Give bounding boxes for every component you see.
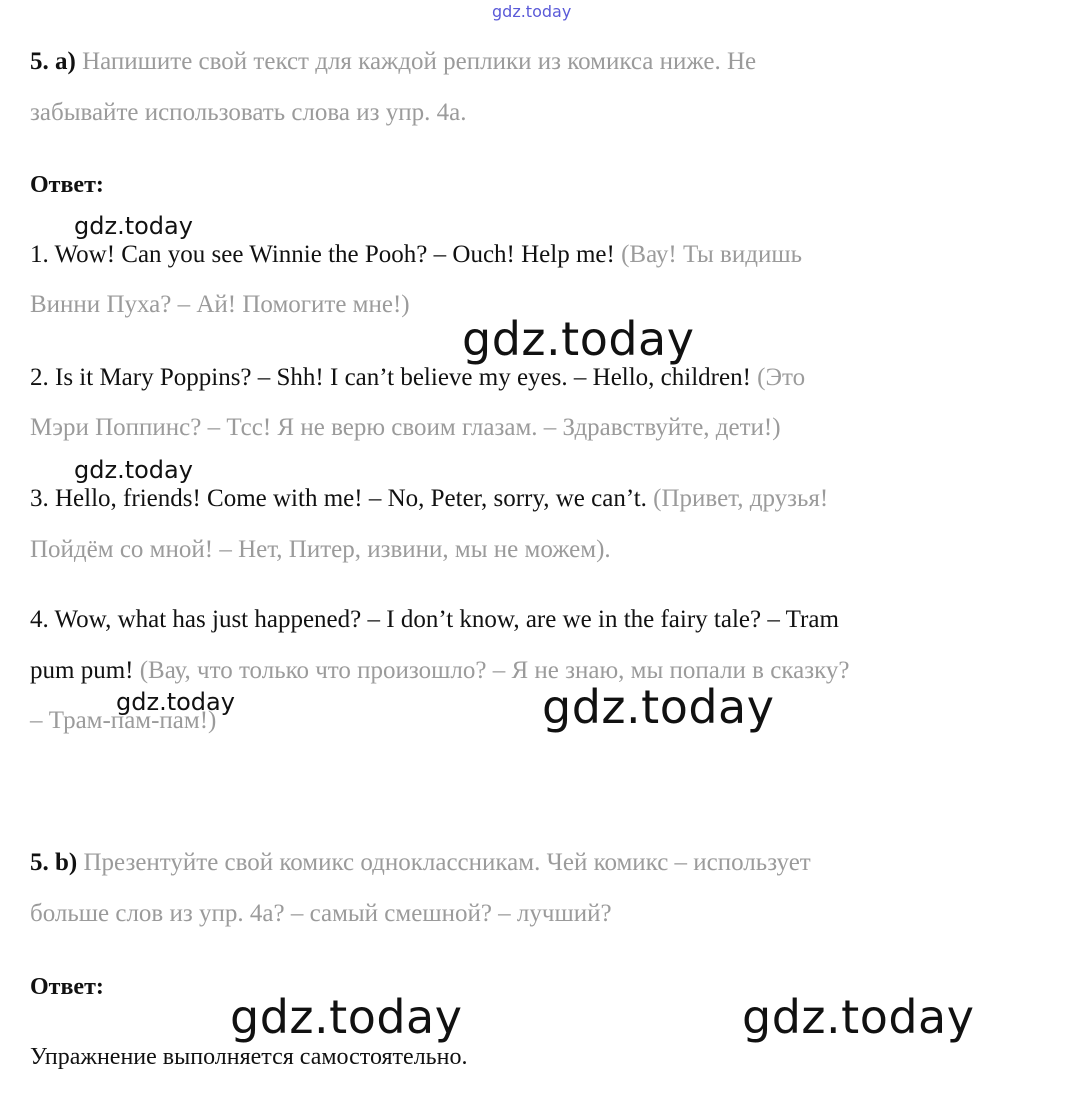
item-2-translation-start: (Это [757, 364, 806, 391]
item-2-english: 2. Is it Mary Poppins? – Shh! I can’t believe my eyes. – Hello, children! [30, 364, 751, 391]
answer-item-2 [30, 363, 805, 393]
item-4-english-line2: pum pum! [30, 657, 134, 684]
item-4-translation-start: (Вау, что только что произошло? – Я не знаю, мы попали в сказку? [139, 657, 850, 684]
item-4-translation-end: – Трам-пам-пам!) [30, 707, 217, 734]
item-3-translation-end: Пойдём со мной! – Нет, Питер, извини, мы не можем). [30, 536, 611, 563]
watermark: gdz.today [542, 680, 775, 734]
task-a-instruction-line2: забывайте использовать слова из упр. 4а. [30, 99, 467, 126]
task-b-instruction-text: Презентуйте свой комикс одноклассникам. Чей комикс – использует [83, 849, 811, 876]
item-1-translation-end: Винни Пуха? – Ай! Помогите мне!) [30, 291, 410, 318]
answer-label: Ответ: [30, 974, 104, 1000]
item-1-english: 1. Wow! Can you see Winnie the Pooh? – Ouch! Help me! [30, 241, 615, 268]
item-1-translation-start: (Вау! Ты видишь [621, 241, 802, 268]
answer-label: Ответ: [30, 172, 104, 198]
task-b-instruction-line1 [30, 848, 811, 878]
task-b-instruction-line2: больше слов из упр. 4a? – самый смешной? – лучший? [30, 900, 612, 927]
watermark-top: gdz.today [492, 2, 572, 21]
watermark: gdz.today [74, 212, 193, 240]
item-4-english-line1: 4. Wow, what has just happened? – I don’t know, are we in the fairy tale? – Tram [30, 606, 839, 633]
answer-item-4 [30, 656, 849, 686]
answer-item-1 [30, 240, 802, 270]
item-3-english: 3. Hello, friends! Come with me! – No, Peter, sorry, we can’t. [30, 485, 647, 512]
task-a-instruction-line1 [30, 47, 756, 77]
watermark: gdz.today [462, 312, 695, 366]
task-a-instruction-text: Напишите свой текст для каждой реплики из комикса ниже. Не [82, 48, 757, 75]
item-2-translation-end: Мэри Поппинс? – Тсс! Я не верю своим глазам. – Здравствуйте, дети!) [30, 414, 781, 441]
final-answer: Упражнение выполняется самостоятельно. [30, 1044, 468, 1070]
task-b-number: 5. b) [30, 849, 78, 876]
answer-item-3 [30, 484, 828, 514]
item-3-translation-start: (Привет, друзья! [653, 485, 829, 512]
watermark: gdz.today [116, 688, 235, 716]
watermark: gdz.today [230, 990, 463, 1044]
task-a-number: 5. a) [30, 48, 76, 75]
watermark: gdz.today [74, 456, 193, 484]
watermark: gdz.today [742, 990, 975, 1044]
